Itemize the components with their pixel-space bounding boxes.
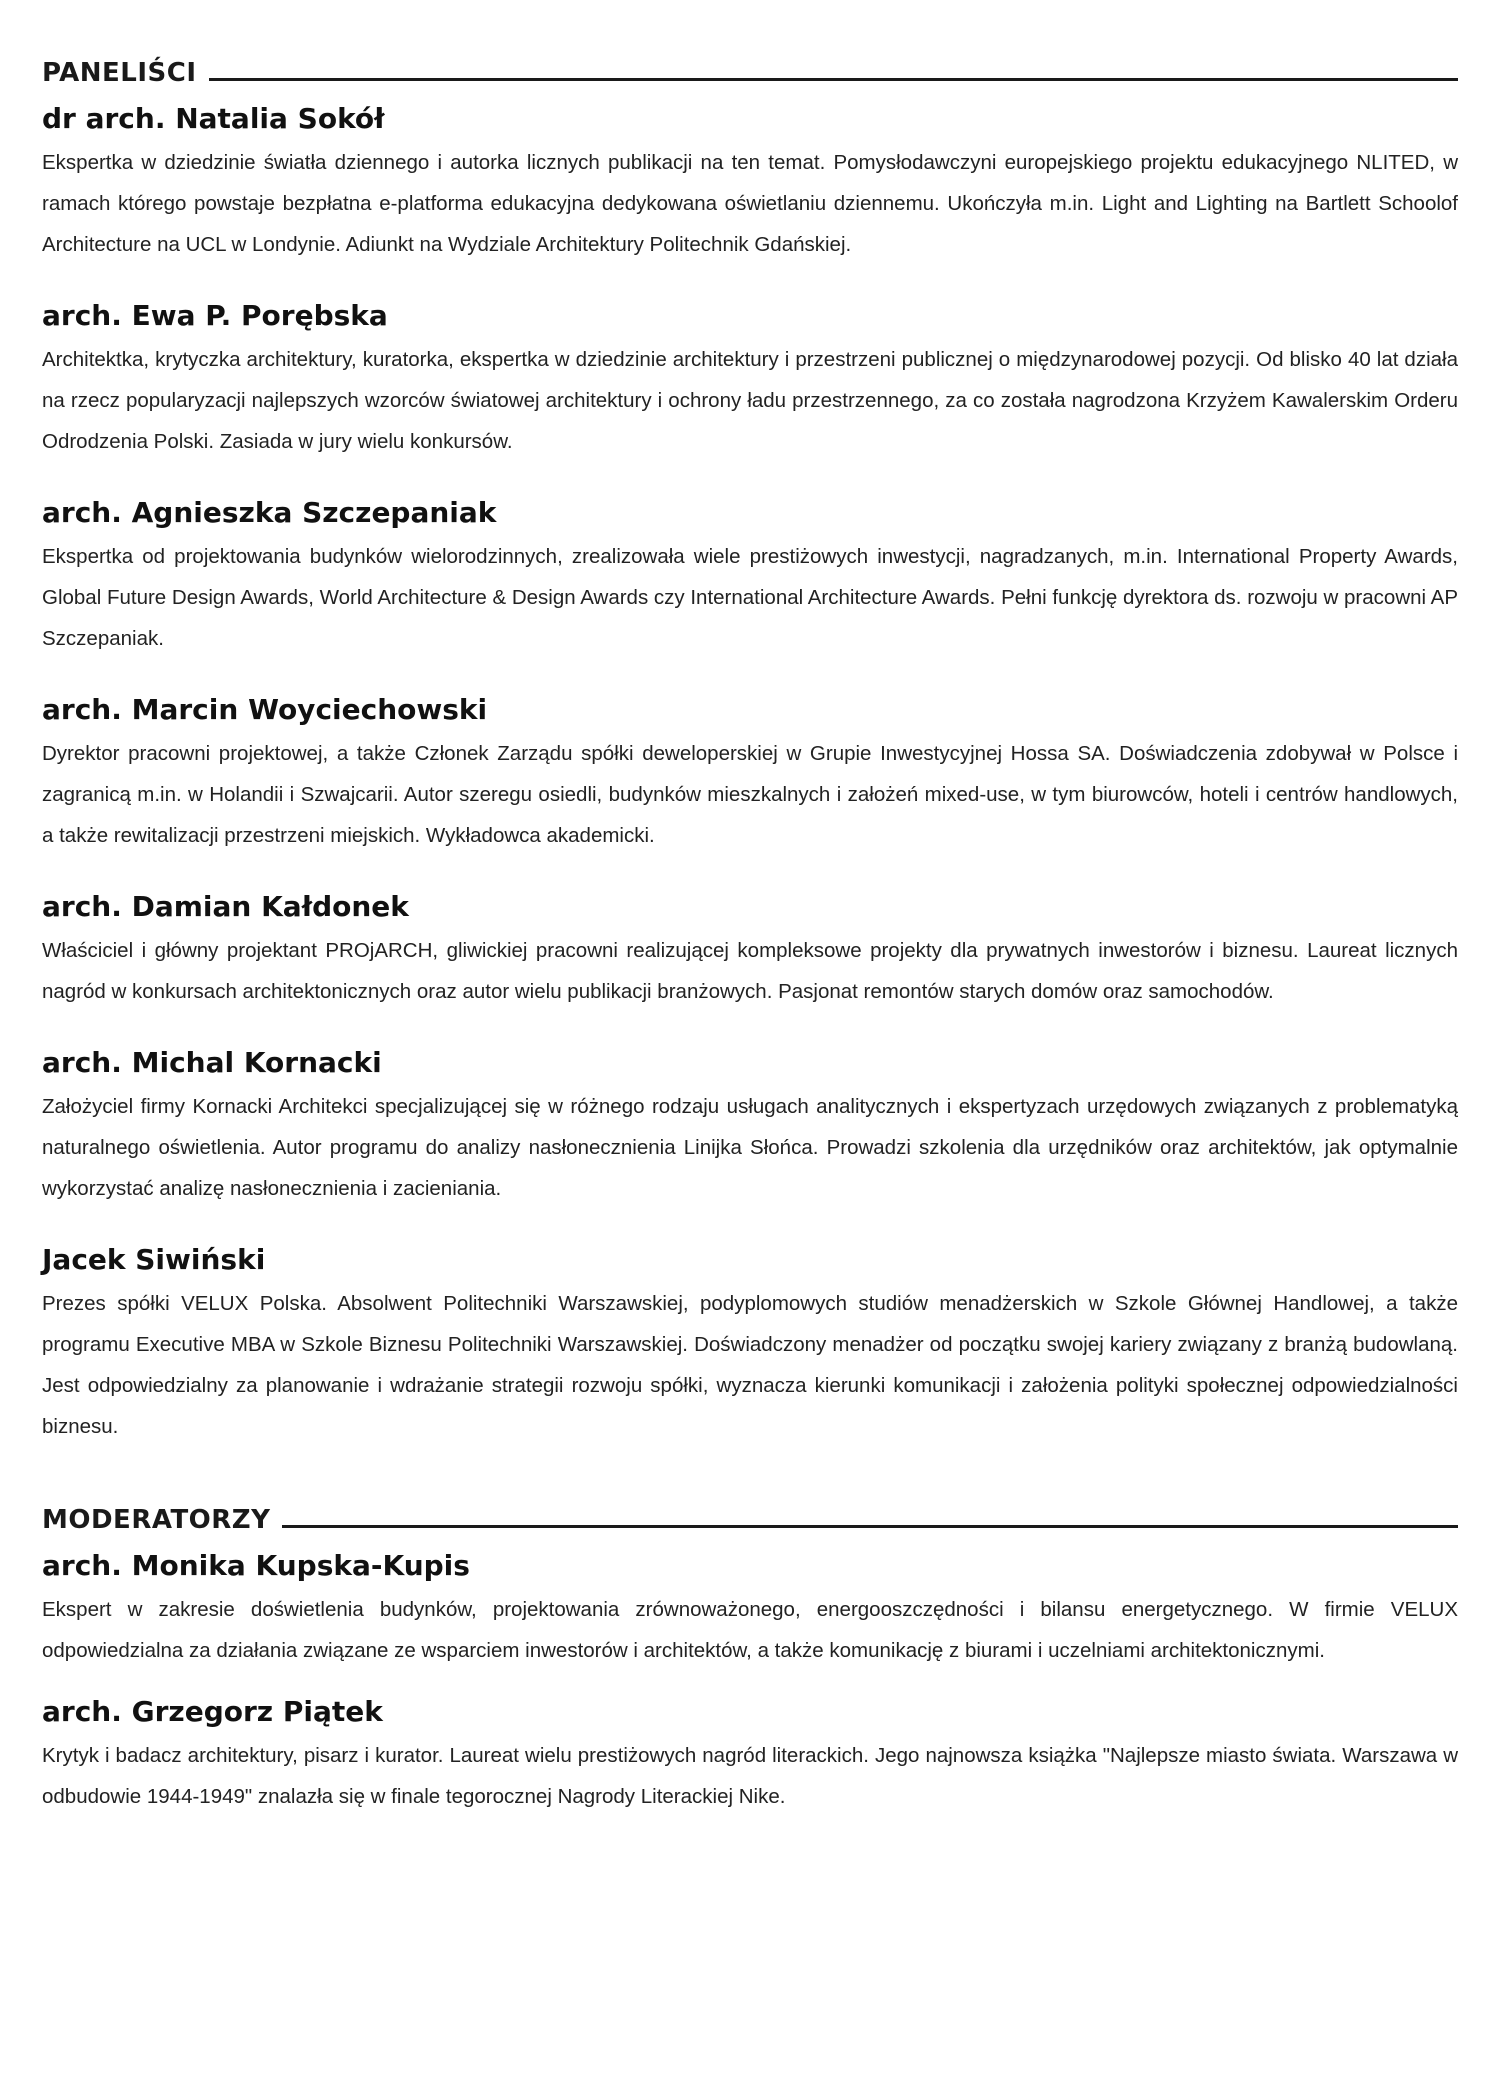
panelist-entry (42, 1241, 1458, 1447)
document-page (42, 58, 1458, 1817)
panelists-header (42, 58, 1458, 88)
panelist-bio: Właściciel i główny projektant PROjARCH, gliwickiej pracowni realizującej kompleksowe projekty dla prywatnych inwestorów i biznesu. Laureat licznych nagród w konkursach architektonicznych oraz autor wielu publikacji branżowych. Pasjonat remontów starych domów oraz samochodów. (42, 939, 1458, 1003)
moderators-header (42, 1505, 1458, 1535)
moderator-entry (42, 1693, 1458, 1817)
moderator-name: arch. Monika Kupska-Kupis (42, 1549, 470, 1582)
moderators-title: MODERATORZY (42, 1505, 271, 1535)
panelist-name: arch. Ewa P. Porębska (42, 299, 388, 332)
panelist-bio: Założyciel firmy Kornacki Architekci specjalizującej się w różnego rodzaju usługach analitycznych i ekspertyzach urzędowych związanych z problematyką naturalnego oświetlenia. Autor programu do analizy nasłonecznienia Linijka Słońca. Prowadzi szkolenia dla urzędników oraz architektów, jak optymalnie wykorzystać analizę nasłonecznienia i zacieniania. (42, 1095, 1458, 1200)
panelist-bio: Architektka, krytyczka architektury, kuratorka, ekspertka w dziedzinie architektury i przestrzeni publicznej o międzynarodowej pozycji. Od blisko 40 lat działa na rzecz popularyzacji najlepszych wzorców światowej architektury i ochrony ładu przestrzennego, za co została nagrodzona Krzyżem Kawalerskim Orderu Odrodzenia Polski. Zasiada w jury wielu konkursów. (42, 348, 1458, 453)
panelist-bio: Dyrektor pracowni projektowej, a także Członek Zarządu spółki deweloperskiej w Grupie Inwestycyjnej Hossa SA. Doświadczenia zdobywał w Polsce i zagranicą m.in. w Holandii i Szwajcarii. Autor szeregu osiedli, budynków mieszkalnych i założeń mixed-use, w tym biurowców, hoteli i centrów handlowych, a także rewitalizacji przestrzeni miejskich. Wykładowca akademicki. (42, 742, 1458, 847)
panelist-bio: Ekspertka od projektowania budynków wielorodzinnych, zrealizowała wiele prestiżowych inwestycji, nagradzanych, m.in. International Property Awards, Global Future Design Awards, World Architecture & Design Awards czy International Architecture Awards. Pełni funkcję dyrektora ds. rozwoju w pracowni AP Szczepaniak. (42, 545, 1458, 650)
panelist-name: arch. Michal Kornacki (42, 1046, 382, 1079)
panelist-entry (42, 297, 1458, 462)
panelist-entry (42, 1044, 1458, 1209)
panelists-rule (209, 78, 1458, 81)
moderator-entry (42, 1547, 1458, 1671)
panelist-entry (42, 888, 1458, 1012)
moderator-name: arch. Grzegorz Piątek (42, 1695, 383, 1728)
panelist-entry (42, 100, 1458, 265)
moderators-rule (282, 1525, 1458, 1528)
panelist-bio: Prezes spółki VELUX Polska. Absolwent Politechniki Warszawskiej, podyplomowych studiów menadżerskich w Szkole Głównej Handlowej, a także programu Executive MBA w Szkole Biznesu Politechniki Warszawskiej. Doświadczony menadżer od początku swojej kariery związany z branżą budowlaną. Jest odpowiedzialny za planowanie i wdrażanie strategii rozwoju spółki, wyznacza kierunki komunikacji i założenia polityki społecznej odpowiedzialności biznesu. (42, 1292, 1458, 1438)
moderator-bio: Krytyk i badacz architektury, pisarz i kurator. Laureat wielu prestiżowych nagród literackich. Jego najnowsza książka "Najlepsze miasto świata. Warszawa w odbudowie 1944-1949" znalazła się w finale tegorocznej Nagrody Literackiej Nike. (42, 1744, 1458, 1808)
panelist-name: arch. Agnieszka Szczepaniak (42, 496, 497, 529)
panelist-name: arch. Damian Kałdonek (42, 890, 409, 923)
panelist-bio: Ekspertka w dziedzinie światła dziennego i autorka licznych publikacji na ten temat. Pomysłodawczyni europejskiego projektu edukacyjnego NLITED, w ramach którego powstaje bezpłatna e-platforma edukacyjna dedykowana oświetlaniu dziennemu. Ukończyła m.in. Light and Lighting na Bartlett Schoolof Architecture na UCL w Londynie. Adiunkt na Wydziale Architektury Politechnik Gdańskiej. (42, 151, 1458, 256)
panelists-title: PANELIŚCI (42, 58, 197, 88)
panelist-entry (42, 691, 1458, 856)
moderator-bio: Ekspert w zakresie doświetlenia budynków, projektowania zrównoważonego, energooszczędności i bilansu energetycznego. W firmie VELUX odpowiedzialna za działania związane ze wsparciem inwestorów i architektów, a także komunikację z biurami i uczelniami architektonicznymi. (42, 1598, 1458, 1662)
panelist-entry (42, 494, 1458, 659)
panelist-name: Jacek Siwiński (42, 1243, 266, 1276)
panelist-name: dr arch. Natalia Sokół (42, 102, 385, 135)
panelist-name: arch. Marcin Woyciechowski (42, 693, 488, 726)
